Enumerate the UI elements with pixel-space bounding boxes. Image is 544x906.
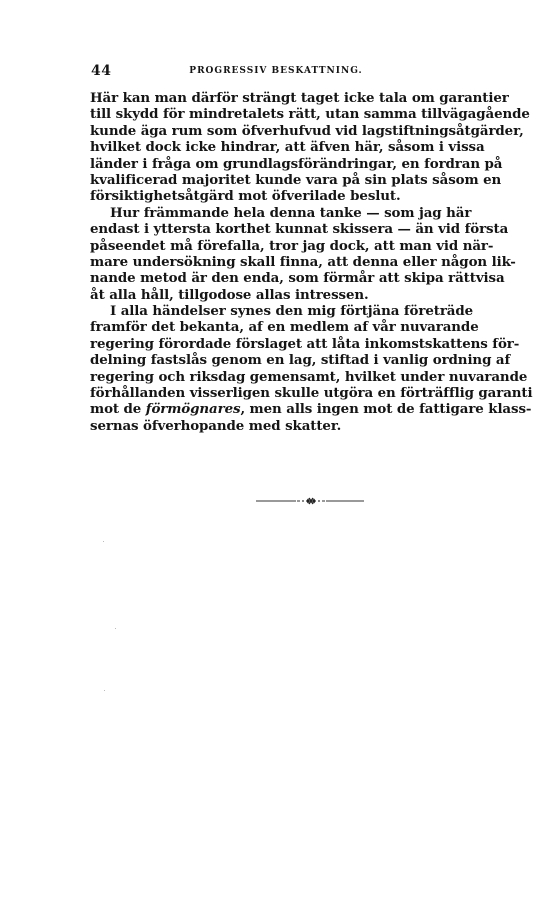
text-line: länder i fråga om grundlagsförändringar, en fordran på [90, 155, 503, 172]
text-line: regering förordade förslaget att låta inkomstskattens för- [90, 335, 520, 352]
page-header [90, 63, 462, 79]
text-line: sernas öfverhopande med skatter. [90, 417, 342, 434]
text-line: I alla händelser synes den mig förtjäna företräde [110, 303, 474, 320]
text-fragment: mot de [90, 401, 146, 418]
text-line: förhållanden visserligen skulle utgöra en förträfflig garanti [90, 385, 533, 402]
text-line: Här kan man därför strängt taget icke tala om garantier [90, 90, 509, 106]
text-line: Hur främmande hela denna tanke — som jag här [110, 204, 472, 221]
text-line: kunde äga rum som öfverhufvud vid lagstiftningsåtgärder, [90, 122, 524, 139]
text-line: framför det bekanta, af en medlem af vår nuvarande [90, 319, 479, 336]
text-line: mare undersökning skall finna, att denna eller någon lik- [90, 253, 516, 270]
text-line: hvilket dock icke hindrar, att äfven här, såsom i vissa [90, 139, 485, 156]
paper-speck [104, 690, 105, 691]
italic-word: förmögnares [145, 401, 241, 418]
paper-speck [103, 541, 104, 542]
text-line: kvalificerad majoritet kunde vara på sin plats såsom en [90, 171, 502, 188]
section-end-ornament [256, 496, 364, 506]
text-line: endast i yttersta korthet kunnat skissera — än vid första [90, 221, 509, 238]
text-line: åt alla håll, tillgodose allas intressen. [90, 286, 369, 303]
page-number: 44 [91, 63, 112, 79]
text-line-with-italic [90, 401, 532, 418]
paper-speck [115, 628, 116, 629]
running-title: PROGRESSIV BESKATTNING. [189, 66, 363, 76]
body-text [90, 90, 533, 434]
text-line: delning fastslås genom en lag, stiftad i vanlig ordning af [90, 352, 511, 369]
text-fragment: , men alls ingen mot de fattigare klass- [240, 401, 532, 418]
text-line: regering och riksdag gemensamt, hvilket under nuvarande [90, 368, 528, 385]
text-line: påseendet må förefalla, tror jag dock, att man vid när- [90, 237, 494, 254]
text-line: till skydd för mindretalets rätt, utan samma tillvägagående [90, 106, 530, 123]
text-line: nande metod är den enda, som förmår att skipa rättvisa [90, 270, 505, 287]
text-line: försiktighetsåtgärd mot öfverilade beslut. [90, 188, 401, 205]
